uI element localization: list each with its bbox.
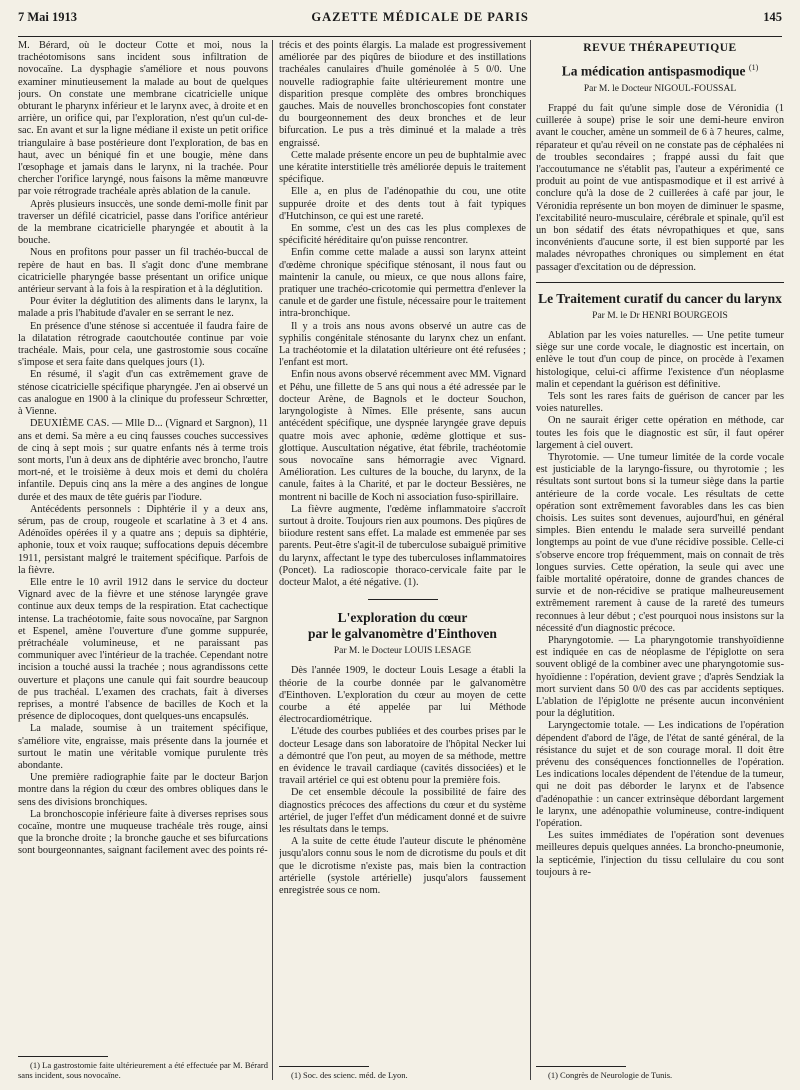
journal-title: GAZETTE MÉDICALE DE PARIS <box>311 10 529 24</box>
title-line: par le galvanomètre d'Einthoven <box>308 626 497 642</box>
paragraph: On ne saurait ériger cette opération en méthode, car toutes les fois que le diagnostic est sûr, il faut opérer largement à ciel ouvert. <box>536 415 784 451</box>
title-text: La médication antispasmodique <box>561 63 746 79</box>
footnote-rule <box>279 1066 369 1067</box>
page-header <box>18 10 782 37</box>
footnote-rule <box>536 1066 626 1067</box>
footnote-block <box>18 1050 268 1080</box>
title-note: (1) <box>748 63 759 73</box>
paragraph: De cet ensemble découle la possibilité de faire des diagnostics précoces des affections du cœur et du système artériel, de juger l'effet d'un médicament donné et de suivre les résultats dans le temps. <box>279 787 526 835</box>
article-title-cancer-larynx: Le Traitement curatif du cancer du larynx <box>538 290 782 306</box>
paragraph: Ablation par les voies naturelles. — Une petite tumeur siège sur une corde vocale, le diagnostic est incertain, on enlève le tout d'un coup de pince, on procède à l'examen histologique, celui-ci affirme l'existence d'un néoplasme malin et cependant la guérison est définitive. <box>536 329 784 390</box>
paragraph: En résumé, il s'agit d'un cas extrêmement grave de sténose cicatricielle spécifique pharyngée. J'en ai observé un cas analogue en 1900 à la clinique du professeur Schrœtter, à Vienne. <box>18 369 268 418</box>
paragraph: Il y a trois ans nous avons observé un autre cas de syphilis congénitale sténosante du larynx chez un enfant. La trachéotomie et la dilatation ultérieure ont été refusées ; l'enfant est mort. <box>279 320 526 369</box>
paragraph: trécis et des points élargis. La malade est progressivement améliorée par des piqûres de biiodure et des instillations trachéales canulaires d'huile goménolée à 5 0/0. Une nouvelle radiographie faite ultérieurement montre une disparition presque complète des ombres bronchiques gauches. Mais de nouvelles bronchoscopies font constater du bourgeonnement des deux bronches et de leur bifurcation. Le pus a très diminué et la malade a très engraissé. <box>279 40 526 149</box>
paragraph: Cette malade présente encore un peu de buphtalmie avec une kératite interstitielle très améliorée depuis le traitement spécifique. <box>279 149 526 186</box>
paragraph: DEUXIÈME CAS. — Mlle D... (Vignard et Sargnon), 11 ans et demi. Sa mère a eu cinq fausses couches successives de cinq à sept mois ; sur quatre enfants nés à terme trois sont morts, l'un à deux ans de diphtérie avec broncho, l'autre mort-né, et le troisième à deux mois et demi du choléra infantile. Depuis cinq ans la mère a des angines de longue durée et des maux de tête guéris par l'iodure. <box>18 418 268 503</box>
paragraph: Antécédents personnels : Diphtérie il y a deux ans, sérum, pas de croup, rougeole et scarlatine à 3 et 4 ans. Adénoïdes opérées il y a quatre ans ; depuis sa diphtérie, aphonie, toux et voix rauque; suffocations depuis décembre 1911, persistant malgré le traitement spécifique. Parfois de la fièvre. <box>18 503 268 576</box>
paragraph: A la suite de cette étude l'auteur discute le phénomène jusqu'alors connu sous le nom de dicrotisme du pouls et dit que le dicrotisme n'existe pas, mais bien la contraction artérielle (systole artérielle) jusqu'alors faussement enregistrée sous ce nom. <box>279 836 526 896</box>
footnote: (1) La gastrostomie faite ultérieurement a été effectuée par M. Bérard sans incident, sous novocaïne. <box>18 1060 268 1080</box>
column-rule-1 <box>272 40 273 1080</box>
paragraph: Pour éviter la déglutition des aliments dans le larynx, la malade a pris l'habitude d'avaler en se serrant le nez. <box>18 296 268 320</box>
paragraph: Thyrotomie. — Une tumeur limitée de la corde vocale est justiciable de la laryngo-fissure, ou thyrotomie ; les résultats sont surtout bons si la tumeur siège dans la partie antérieure de la corde vocale. Les résultats de cette opération sont extrêmement favorables dans les cas bien choisis. Les suites sont devenues, aujourd'hui, en général simples. Bien entendu le malade sera surveillé pendant longtemps au point de vue d'une récidive possible. Celle-ci s'observe encore trop fréquemment, mais on connait de très longues survies. Cette opération, la seule qui avec une faible mortalité opératoire, donne de grandes chances de survie et de non-récidive se pratique malheureusement extrêmement rarement à cause de la rareté des tumeurs reconnues à leur début ; c'est pourquoi nous insistons sur la nécessité d'un diagnostic précoce. <box>536 451 784 634</box>
issue-date: 7 Mai 1913 <box>18 10 78 24</box>
article-separator <box>368 599 438 600</box>
paragraph: La bronchoscopie inférieure faite à diverses reprises sous cocaïne, montre une muqueuse trachéale très rouge, ainsi que la bronche droite ; la bronche gauche et ses bifurcations sont bourgeonnantes, saignant facilement avec des points ré- <box>18 808 268 857</box>
paragraph: Une première radiographie faite par le docteur Barjon montre dans la région du cœur des ombres obliques dans le sens des divisions bronchiques. <box>18 772 268 808</box>
paragraph: L'étude des courbes publiées et des courbes prises par le docteur Lesage dans son laboratoire de l'hôpital Necker lui a démontré que l'on peut, au moyen de sa méthode, mettre en évidence le travail cardiaque (cavités dissociées) et le travail artériel ce qui est obtenu pour la première fois. <box>279 726 526 787</box>
paragraph: Elle entre le 10 avril 1912 dans le service du docteur Vignard avec de la fièvre et une sténose laryngée grave continue aux deux temps de la respiration. Etat cachectique intense. La trachéotomie, faite sous novocaïne, par Sargnon et Espenel, amène l'ouverture d'une gomme suppurée, prétrachéale volumineuse, et ne paraissant pas communiquer avec l'intérieur de la trachée. Cependant notre incision a touché aussi la trachée ; nous agrandissons cette ouverture et plaçons une canule qui fait sourdre beaucoup de pus trachéal. L'examen des crachats, fait à diverses reprises, a montré l'absence de bacilles de Koch et la présence de diplocoques, dont quelques-uns encapsulés. <box>18 576 268 723</box>
paragraph: Dès l'année 1909, le docteur Louis Lesage a établi la théorie de la courbe donnée par le galvanomètre d'Einthoven. L'exploration du cœur au moyen de cette courbe a été appelée par lui Méthode électrocardiométrique. <box>279 665 526 726</box>
paragraph: Après plusieurs insuccès, une sonde demi-molle finit par traverser un défilé cicatriciel, passe dans l'orifice antérieur de la membrane cicatricielle pharyngée et aboutit à la bouche. <box>18 198 268 247</box>
paragraph: Enfin nous avons observé récemment avec MM. Vignard et Péhu, une fillette de 5 ans qui nous a été adressée par le docteur Arène, de Bagnols et le docteur Souchon, laryngologiste à Nîmes. Elle présente, sans aucun antécédent spécifique, une dyspnée laryngée grave depuis quatre mois avec aphonie, œdème glottique et sus-glottique. Auscultation négative, état fébrile, trachéotomie sous novocaïne sans hémorragie avec Vignard. Amélioration. Les cultures de la bouche, du larynx, de la canule, faites à la Charité, et par le docteur Bessières, ne montrent ni bacille de Koch ni association fuso-spirillaire. <box>279 369 526 503</box>
paragraph: Les suites immédiates de l'opération sont devenues meilleures depuis quelques années. La broncho-pneumonie, la septicémie, l'injection du tissu cellulaire du cou sont toujours à re- <box>536 830 784 878</box>
footnote: (1) Soc. des scienc. méd. de Lyon. <box>291 1070 408 1080</box>
paragraph: Enfin comme cette malade a aussi son larynx atteint d'œdème chronique spécifique sténosant, il nous faut ou maintenir la canule, ou mieux, ce que nous allons faire, pratiquer une trachéo-cricotomie qui permettra d'enlever la canule et de garder une fistule, nécessaire pour le traitement intra-bronchique. <box>279 247 526 320</box>
section-heading: REVUE THÉRAPEUTIQUE <box>583 42 737 54</box>
page-number: 145 <box>763 10 782 24</box>
paragraph: En somme, c'est un des cas les plus complexes de spécificité héréditaire qu'on puisse rencontrer. <box>279 223 526 247</box>
paragraph: Nous en profitons pour passer un fil trachéo-buccal de repère de haut en bas. Il s'agit donc d'une membrane cicatricielle pharyngée basse présentant un orifice unique antérieur servant à la fois à la respiration et à la déglutition. <box>18 247 268 296</box>
footnote-block <box>536 1060 784 1080</box>
article-byline: Par M. le Docteur LOUIS LESAGE <box>333 646 472 657</box>
article-byline: Par M. le Dr HENRI BOURGEOIS <box>592 310 728 321</box>
article-title-antispasmodique <box>536 60 784 80</box>
article-title-einthoven <box>279 610 526 642</box>
paragraph: M. Bérard, où le docteur Cotte et moi, nous la trachéotomisons sans incident sous infiltration de novocaïne. La dysphagie s'améliore et nous pouvons examiner minutieusement la malade au bout de quelques jours. On constate une membrane cicatricielle unique obturant le pharynx inférieur et le larynx avec, à droite et en arrière, un orifice qui, par l'exploration, n'est qu'un cul-de-sac. En avant et sur la ligne médiane il existe un petit orifice triangulaire à base postérieure dont l'exploration, de bas en haut, avec un béniqué fin et une bougie, mène dans l'œsophage et jamais dans le larynx, ni la trachée. Pour chercher l'orifice laryngé, nous faisons la même manœuvre par voie rétrograde trachéale après ablation de la canule. <box>18 40 268 198</box>
title-line: L'exploration du cœur <box>337 610 468 626</box>
column-2 <box>279 40 526 1080</box>
column-1 <box>18 40 268 1080</box>
paragraph: Elle a, en plus de l'adénopathie du cou, une otite suppurée droite et des dents tout à fait typiques d'Hutchinson, ce qui est une rareté. <box>279 186 526 222</box>
column-rule-2 <box>530 40 531 1080</box>
column-3 <box>536 40 784 1080</box>
paragraph: La fièvre augmente, l'œdème inflammatoire s'accroît surtout à droite. Toujours rien aux poumons. Des piqûres de biiodure restent sans effet. La malade est emmenée par ses parents. Peut-être s'agit-il de tuberculose subaiguë primitive du larynx, affectant le type des tuberculoses inflammatoires (Poncet). La radioscopie thoraco-cervicale faite par le docteur Malot, a été négative. (1). <box>279 503 526 588</box>
article-byline: Par M. le Docteur NIGOUL-FOUSSAL <box>583 83 737 94</box>
paragraph: En présence d'une sténose si accentuée il faudra faire de la dilatation rétrograde caoutchoutée continue par voie trachéale. Mais, pour cela, une gastrostomie sous cocaïne s'impose et sera faite dans quelques jours (1). <box>18 320 268 369</box>
article-separator <box>536 282 784 283</box>
paragraph: La malade, soumise à un traitement spécifique, s'améliore vite, engraisse, mais présente dans la journée et surtout le matin une véritable vomique purulente très abondante. <box>18 723 268 771</box>
footnote: (1) Congrès de Neurologie de Tunis. <box>548 1070 673 1080</box>
paragraph: Frappé du fait qu'une simple dose de Véronidia (1 cuillerée à soupe) prise le soir une demi-heure environ avant le coucher, amène un sommeil de 6 à 7 heures, calme, réparateur et qu'au réveil on ne constate pas de céphalées ni de troubles secondaires ; frappé aussi du fait que l'accoutumance ne s'établit pas, l'auteur a expérimenté ce produit au point de vue antispasmodique et il est arrivé à conclure qu'à la dose de 2 cuillerées à café par jour, le Véronidia représente un bon moyen de diminuer le spasme, l'excitabilité neuro-musculaire, cérébrale et spinale, qu'il est un bon sédatif des états névropathiques et que, sans inconvénients d'aucune sorte, il est bien supporté par les malades névropathes chroniques ou simplement en état passager d'excitation ou de dépression. <box>536 102 784 273</box>
footnote-block <box>279 1060 526 1080</box>
paragraph: Pharyngotomie. — La pharyngotomie transhyoïdienne est indiquée en cas de néoplasme de l'épiglotte on sera souvent obligé de la combiner avec une pharyngotomie sus-hyoïdienne : l'opération, devient grave ; d'après Sendziak la mort survient dans 50 0/0 des cas par accidents septiques. L'ablation de l'épiglotte ne présente aucun inconvénient pour la déglutition. <box>536 635 784 720</box>
paragraph: Tels sont les rares faits de guérison de cancer par les voies naturelles. <box>536 390 784 415</box>
footnote-rule <box>18 1056 108 1057</box>
paragraph: Laryngectomie totale. — Les indications de l'opération dépendent d'abord de l'âge, de l'état de santé général, de la résistance du sujet et de son courage moral. Il doit être prévenu des conséquences fonctionnelles de l'opération. Les indications locales dépendent de l'étendue de la tumeur, qui ne doit pas déborder le larynx et de l'absence d'adénopathie : un cancer extrinsèque débordant largement le larynx, une adénopathie volumineuse, contre-indiquent l'opération. <box>536 720 784 830</box>
